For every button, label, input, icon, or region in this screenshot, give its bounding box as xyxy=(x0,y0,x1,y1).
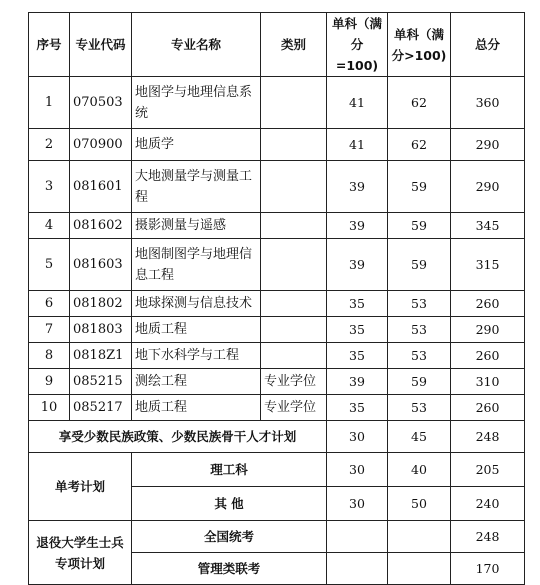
row-total: 290 xyxy=(451,129,525,161)
header-single-gt100 xyxy=(388,13,451,77)
row-single-le100: 35 xyxy=(327,291,388,317)
row-major-name-line1: 地质工程 xyxy=(135,322,188,337)
row-category: 专业学位 xyxy=(261,395,327,421)
table-row xyxy=(29,317,525,343)
row-code: 0818Z1 xyxy=(70,343,132,369)
minority-plan-label: 享受少数民族政策、少数民族骨干人才计划 xyxy=(29,421,327,453)
row-total: 345 xyxy=(451,213,525,239)
row-major-name-line1: 地下水科学与工程 xyxy=(135,348,240,363)
row-code: 070503 xyxy=(70,77,132,129)
row-category xyxy=(261,343,327,369)
row-seq: 9 xyxy=(29,369,70,395)
table-row xyxy=(29,395,525,421)
row-category xyxy=(261,129,327,161)
row-single-gt100: 53 xyxy=(388,395,451,421)
header-total: 总分 xyxy=(451,13,525,77)
row-seq: 8 xyxy=(29,343,70,369)
row-major-name xyxy=(132,161,261,213)
row-major-name-line1: 地质工程 xyxy=(135,400,188,415)
single-exam-single-gt100: 40 xyxy=(388,453,451,487)
row-code: 085215 xyxy=(70,369,132,395)
row-total: 260 xyxy=(451,291,525,317)
row-single-le100: 41 xyxy=(327,129,388,161)
minority-plan-total: 248 xyxy=(451,421,525,453)
row-seq: 1 xyxy=(29,77,70,129)
header-single-le100 xyxy=(327,13,388,77)
row-major-name-line2: 统 xyxy=(135,105,149,121)
row-total: 290 xyxy=(451,317,525,343)
score-line-table xyxy=(28,12,525,585)
single-exam-row xyxy=(29,453,525,487)
row-category xyxy=(261,317,327,343)
header-single-gt100-line2: 分>100) xyxy=(391,47,447,63)
row-category xyxy=(261,77,327,129)
row-single-le100: 35 xyxy=(327,343,388,369)
row-single-le100: 39 xyxy=(327,161,388,213)
veteran-plan-exam-type: 管理类联考 xyxy=(132,553,327,585)
row-single-gt100: 59 xyxy=(388,213,451,239)
row-single-gt100: 62 xyxy=(388,129,451,161)
row-major-name xyxy=(132,291,261,317)
row-major-name-line2: 息工程 xyxy=(135,267,175,283)
single-exam-single-le100: 30 xyxy=(327,487,388,521)
row-category xyxy=(261,213,327,239)
single-exam-label: 单考计划 xyxy=(29,453,132,521)
row-major-name-line1: 大地测量学与测量工 xyxy=(135,168,253,184)
row-major-name xyxy=(132,343,261,369)
row-single-gt100: 59 xyxy=(388,369,451,395)
veteran-plan-total: 170 xyxy=(451,553,525,585)
row-seq: 6 xyxy=(29,291,70,317)
row-total: 310 xyxy=(451,369,525,395)
row-code: 081803 xyxy=(70,317,132,343)
row-code: 081601 xyxy=(70,161,132,213)
row-major-name-line1: 摄影测量与遥感 xyxy=(135,218,227,233)
row-major-name xyxy=(132,129,261,161)
table-row xyxy=(29,161,525,213)
row-category xyxy=(261,239,327,291)
row-major-name-line1: 测绘工程 xyxy=(135,374,188,389)
header-single-le100-line2: =100) xyxy=(335,58,379,73)
row-single-gt100: 62 xyxy=(388,77,451,129)
row-single-gt100: 59 xyxy=(388,239,451,291)
row-single-gt100: 53 xyxy=(388,291,451,317)
row-single-gt100: 53 xyxy=(388,343,451,369)
row-single-le100: 39 xyxy=(327,213,388,239)
single-exam-single-gt100: 50 xyxy=(388,487,451,521)
veteran-plan-exam-type: 全国统考 xyxy=(132,521,327,553)
single-exam-subject: 其 他 xyxy=(132,487,327,521)
veteran-plan-label-line2: 专项计划 xyxy=(54,555,105,571)
row-code: 081802 xyxy=(70,291,132,317)
header-single-le100-line1: 单科（满分 xyxy=(331,16,382,52)
row-major-name-line1: 地图制图学与地理信 xyxy=(135,246,253,262)
row-single-le100: 41 xyxy=(327,77,388,129)
row-seq: 3 xyxy=(29,161,70,213)
row-code: 070900 xyxy=(70,129,132,161)
row-single-le100: 35 xyxy=(327,395,388,421)
row-major-name xyxy=(132,77,261,129)
single-exam-total: 240 xyxy=(451,487,525,521)
row-category xyxy=(261,291,327,317)
header-row xyxy=(29,13,525,77)
table-row xyxy=(29,291,525,317)
row-major-name xyxy=(132,369,261,395)
minority-plan-single-gt100: 45 xyxy=(388,421,451,453)
row-major-name xyxy=(132,239,261,291)
row-total: 260 xyxy=(451,395,525,421)
row-seq: 10 xyxy=(29,395,70,421)
table-row xyxy=(29,213,525,239)
row-total: 360 xyxy=(451,77,525,129)
row-single-le100: 39 xyxy=(327,369,388,395)
veteran-plan-label-line1: 退役大学生士兵 xyxy=(36,534,124,550)
single-exam-single-le100: 30 xyxy=(327,453,388,487)
table-row xyxy=(29,77,525,129)
header-name: 专业名称 xyxy=(132,13,261,77)
row-single-le100: 35 xyxy=(327,317,388,343)
veteran-plan-label xyxy=(29,521,132,585)
row-single-le100: 39 xyxy=(327,239,388,291)
single-exam-total: 205 xyxy=(451,453,525,487)
row-code: 081602 xyxy=(70,213,132,239)
row-seq: 2 xyxy=(29,129,70,161)
row-major-name-line1: 地质学 xyxy=(135,137,175,152)
row-seq: 5 xyxy=(29,239,70,291)
header-code: 专业代码 xyxy=(70,13,132,77)
row-seq: 7 xyxy=(29,317,70,343)
table-row xyxy=(29,129,525,161)
table-row xyxy=(29,343,525,369)
veteran-plan-row xyxy=(29,521,525,553)
table-row xyxy=(29,239,525,291)
row-code: 081603 xyxy=(70,239,132,291)
minority-plan-row xyxy=(29,421,525,453)
row-total: 260 xyxy=(451,343,525,369)
header-category: 类别 xyxy=(261,13,327,77)
table-row xyxy=(29,369,525,395)
row-major-name-line1: 地图学与地理信息系 xyxy=(135,84,253,100)
veteran-plan-single-le100 xyxy=(327,521,388,553)
row-single-gt100: 59 xyxy=(388,161,451,213)
single-exam-subject: 理工科 xyxy=(132,453,327,487)
row-seq: 4 xyxy=(29,213,70,239)
row-major-name xyxy=(132,317,261,343)
row-major-name-line2: 程 xyxy=(135,189,149,205)
row-major-name-line1: 地球探测与信息技术 xyxy=(135,296,253,311)
row-code: 085217 xyxy=(70,395,132,421)
header-seq: 序号 xyxy=(29,13,70,77)
row-single-gt100: 53 xyxy=(388,317,451,343)
row-total: 315 xyxy=(451,239,525,291)
minority-plan-single-le100: 30 xyxy=(327,421,388,453)
header-single-gt100-line1: 单科（满 xyxy=(393,26,444,42)
row-category xyxy=(261,161,327,213)
row-major-name xyxy=(132,395,261,421)
veteran-plan-total: 248 xyxy=(451,521,525,553)
veteran-plan-single-gt100 xyxy=(388,521,451,553)
row-total: 290 xyxy=(451,161,525,213)
row-category: 专业学位 xyxy=(261,369,327,395)
row-major-name xyxy=(132,213,261,239)
